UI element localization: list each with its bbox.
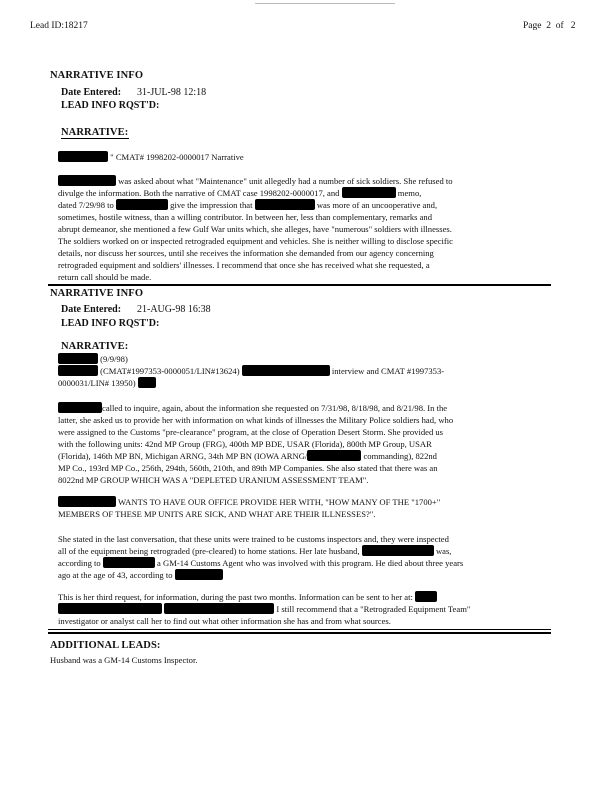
s2-cmat-a: (CMAT#1997353-0000051/LIN#13624) (100, 366, 240, 376)
para1-line1-text: was asked about what "Maintenance" unit allegedly had a number of sick soldiers. She refused to (118, 176, 453, 186)
para1-line2-text-b: memo, (397, 188, 422, 198)
s2-cmat-c: 0000031/LIN# 13950) (58, 378, 136, 388)
redaction (103, 557, 155, 568)
section-2-date-value: 21-AUG-98 16:38 (137, 304, 211, 315)
para4-line4 (58, 569, 223, 581)
redaction (58, 175, 116, 186)
s2-date-line (58, 353, 128, 365)
section-2-date-label: Date Entered: (61, 304, 122, 315)
para1-line2-text-a: divulge the information. Both the narrative of CMAT case 1998202-0000017, and (58, 188, 340, 198)
section-divider-thin (48, 629, 551, 630)
para2-line7: 8022nd MP GROUP WHICH WAS A "DEPLETED URANIUM ASSESSMENT TEAM". (58, 475, 369, 485)
additional-leads-title: ADDITIONAL LEADS: (50, 640, 161, 651)
para2-line6: MP Co., 193rd MP Co., 256th, 294th, 560th, 210th, and 89th MP Companies. She also stated that there was an (58, 463, 438, 473)
lead-id: Lead ID:18217 (30, 21, 88, 31)
para4-line3 (58, 557, 463, 569)
section-1-date-label: Date Entered: (61, 87, 122, 98)
para1-line5: abrupt demeanor, she mentioned a few Gulf War units which, she alleges, have "numerous" soldiers with illnesses. (58, 224, 452, 234)
para2-line3: were assigned to the Customs "pre-clearance" program, at the close of Operation Desert Storm. She provided us (58, 427, 444, 437)
redaction (58, 603, 162, 614)
narrative-underline (61, 138, 129, 139)
redaction (58, 151, 108, 162)
page-number: 2 (546, 21, 551, 31)
para3-line1 (58, 496, 440, 508)
para5-line3: investigator or analyst call her to find out what other information she has and from what sources. (58, 616, 391, 626)
para4-line2 (58, 545, 451, 557)
para1-line4: sometimes, hostile witness, than a willing contributor. In between her, less than complementary, remarks and (58, 212, 433, 222)
para1-line3-text-c: was more of an uncooperative and, (316, 200, 438, 210)
para2-line5-text-a: (Florida), 146th MP BN, Michigan ARNG, 34th MP BN (IOWA ARNG/ (58, 451, 308, 461)
para3-line1-text: WANTS TO HAVE OUR OFFICE PROVIDE HER WITH, "HOW MANY OF THE "1700+" (118, 497, 441, 507)
para5-line2-text: I still recommend that a "Retrograded Equipment Team" (276, 604, 471, 614)
para2-line4: with the following units: 42nd MP Group (FRG), 400th MP BDE, USAR (Florida), 800th MP Group, USAR (58, 439, 432, 449)
cmat-line-1 (58, 151, 244, 163)
para4-line2-text-a: all of the equipment being retrograded (pre-cleared) to home stations. Her late husband, (58, 546, 360, 556)
page-label: Page (523, 21, 542, 31)
section-2-lead-rqst: LEAD INFO RQST'D: (61, 318, 160, 329)
para1-line3-text-b: give the impression that (170, 200, 253, 210)
additional-leads-text: Husband was a GM-14 Customs Inspector. (50, 655, 198, 665)
para5-line2 (58, 603, 470, 615)
para2-line2: latter, she asked us to provide her with information on what kinds of illnesses the Military Police soldiers had, who (58, 415, 454, 425)
redaction (175, 569, 223, 580)
section-2-narrative-heading: NARRATIVE: (61, 341, 129, 352)
para2-line5-text-b: commanding), 822nd (363, 451, 437, 461)
para1-line8: retrograded equipment and soldiers' illnesses. I recommend that once she has received what she requested, a (58, 260, 430, 270)
para3-line2: MEMBERS OF THESE MP UNITS ARE SICK, AND WHAT ARE THEIR ILLNESSES?". (58, 509, 376, 519)
para1-line3 (58, 199, 437, 211)
redaction (58, 496, 116, 507)
section-1-title: NARRATIVE INFO (50, 70, 144, 81)
s2-cmat-line-2 (58, 377, 156, 389)
para2-line5 (58, 450, 437, 462)
section-1-lead-rqst: LEAD INFO RQST'D: (61, 100, 160, 111)
redaction (255, 199, 315, 210)
redaction (164, 603, 274, 614)
para1-line3-text-a: dated 7/29/98 to (58, 200, 114, 210)
page-indicator (523, 21, 576, 31)
section-2-title: NARRATIVE INFO (50, 288, 144, 299)
top-divider (255, 3, 395, 4)
para4-line4-text: ago at the age of 43, according to (58, 570, 173, 580)
para1-line6: The soldiers worked on or inspected retrograded equipment and vehicles. She is neither willing to disclose specific (58, 236, 453, 246)
para1-line1 (58, 175, 453, 187)
redaction (415, 591, 437, 602)
redaction (307, 450, 361, 461)
redaction (58, 402, 102, 413)
para2-line1-text: called to inquire, again, about the information she requested on 7/31/98, 8/18/98, and 8/21/98. In the (102, 403, 448, 413)
page-of-label: of (555, 21, 564, 31)
section-divider (48, 284, 551, 286)
para1-line2 (58, 187, 421, 199)
para4-line1: She stated in the last conversation, that these units were trained to be customs inspectors and, they were inspected (58, 534, 449, 544)
page-total: 2 (570, 21, 576, 31)
para2-line1 (58, 402, 447, 414)
para5-line1-text: This is her third request, for information, during the past two months. Information can be sent to her at: (58, 592, 413, 602)
s2-cmat-b: interview and CMAT #1997353- (331, 366, 445, 376)
redaction (342, 187, 396, 198)
section-divider-thick (48, 632, 551, 634)
s2-date-text: (9/9/98) (100, 354, 128, 364)
redaction (138, 377, 156, 388)
redaction (116, 199, 168, 210)
para1-line7: details, nor discuss her sources, until she receives the information she demanded from our agency concerning (58, 248, 434, 258)
para1-line9: return call should be made. (58, 272, 152, 282)
redaction (242, 365, 330, 376)
redaction (362, 545, 434, 556)
para4-line3-text-b: a GM-14 Customs Agent who was involved with this program. He died about three years (157, 558, 464, 568)
para4-line3-text-a: according to (58, 558, 101, 568)
redaction (58, 365, 98, 376)
section-1-date-value: 31-JUL-98 12:18 (137, 87, 207, 98)
s2-cmat-line (58, 365, 444, 377)
section-1-narrative-heading: NARRATIVE: (61, 127, 129, 138)
redaction (58, 353, 98, 364)
para5-line1 (58, 591, 437, 603)
para4-line2-text-b: was, (435, 546, 452, 556)
cmat-line-text: " CMAT# 1998202-0000017 Narrative (110, 152, 244, 162)
